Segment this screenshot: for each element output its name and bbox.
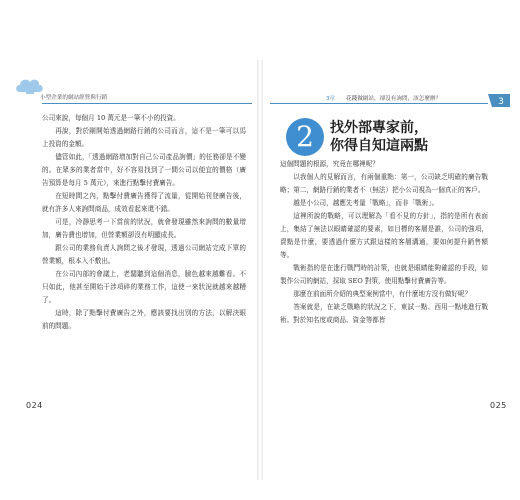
page-number-left: 024 — [26, 401, 43, 410]
chapter-badge — [488, 92, 510, 105]
paragraph: 儘管如此，「透過網路增加對自己公司產品詢價」的任務卻是不變的。在眾多的業者當中，好不容易找到了一間公司以便宜的價格（廣告預算是每月 5 萬元），來進行點擊付費廣告。 — [42, 153, 246, 187]
section-title-line-1: 找外部專家前， — [330, 120, 428, 136]
chapter-tag: 3章 — [326, 96, 336, 102]
paragraph: 這時，除了點擊付費廣告之外，應該要找出別的方法，以解決眼前的問題。 — [42, 309, 246, 330]
paragraph: 在短時間之內，點擊付費廣告獲得了流量，從開始刊登廣告後，就有許多人來詢問商品，成效看起來還不錯。 — [42, 192, 246, 213]
paragraph: 那麼在前面所介紹的典型案例當中，有什麼地方沒有做好呢？ — [293, 290, 472, 298]
paragraph: 在公司內部的會議上，老闆聽到這個消息，臉色越來越難看。不只如此，他甚至開始干涉項碎的業務工作，這使一來狀況就越來越糟了。 — [42, 270, 246, 304]
running-title-right: 花錢做網站，卻沒有詢問，該怎麼辦？ — [346, 96, 442, 102]
paragraph: 這個問題的根源，究竟在哪裡呢？ — [280, 160, 379, 168]
left-page — [0, 0, 258, 500]
paragraph: 答案就是，在缺乏戰略的狀況之下，東試一點、西用一點地進行戰術。對於知名度或商品、資金等都皆 — [280, 303, 488, 324]
paragraph: 以我個人的見解而言，有兩個重點：第一，公司缺乏明確的廣告戰略；第二，網路行銷的業者不（無法）把小公司視為一個真正的客戶。 — [280, 173, 488, 194]
section-title-line-2: 你得自知這兩點 — [330, 138, 428, 154]
paragraph: 可是，冷靜思考一下當前的狀況，就會發現雖然來詢問的數量增加，廣告費也增加，但營業額卻沒有明顯成長。 — [42, 218, 246, 239]
page-number-right: 025 — [490, 401, 507, 410]
paragraph: 戰術指的是在進行戰鬥時的計策，也就是眼睛能夠確認的手段，如製作公司的網站，採取 SEO 對策，使用點擊付費廣告等。 — [280, 264, 488, 285]
section-title — [330, 119, 428, 155]
header-rule-left — [42, 103, 252, 104]
header-rule-right — [270, 103, 488, 104]
paragraph: 越是小公司，越應先考量「戰略」，而非「戰術」。 — [293, 199, 439, 207]
left-body-text — [42, 112, 246, 333]
paragraph: 公司來說，每個月 10 萬元是一筆不小的投資。 — [42, 114, 180, 122]
paragraph: 這裡所說的戰略，可以理解為「看不見的方針」，指的是所有表面上，集結了無法以眼睛確認的要素，如目標的客層是誰，公司的強項，賣點是什麼，要透過什麼方式跟這樣的客層溝通，要如何提升銷售額等。 — [280, 212, 488, 259]
section-number-circle: 2 — [286, 118, 324, 156]
right-page — [262, 0, 520, 500]
paragraph: 再說，對於剛開始透過網路行銷的公司而言，這不是一筆可以馬上投資的金額。 — [42, 127, 246, 148]
right-body-text — [280, 158, 488, 327]
running-title-left: 小型企業的網站經營與行銷 — [40, 95, 108, 101]
paragraph: 跟公司的業務負責人詢問之後才發現，透過公司網站完成下單的營業額，根本入不敷出。 — [42, 244, 246, 265]
chapter-badge-number: 3 — [498, 97, 504, 107]
